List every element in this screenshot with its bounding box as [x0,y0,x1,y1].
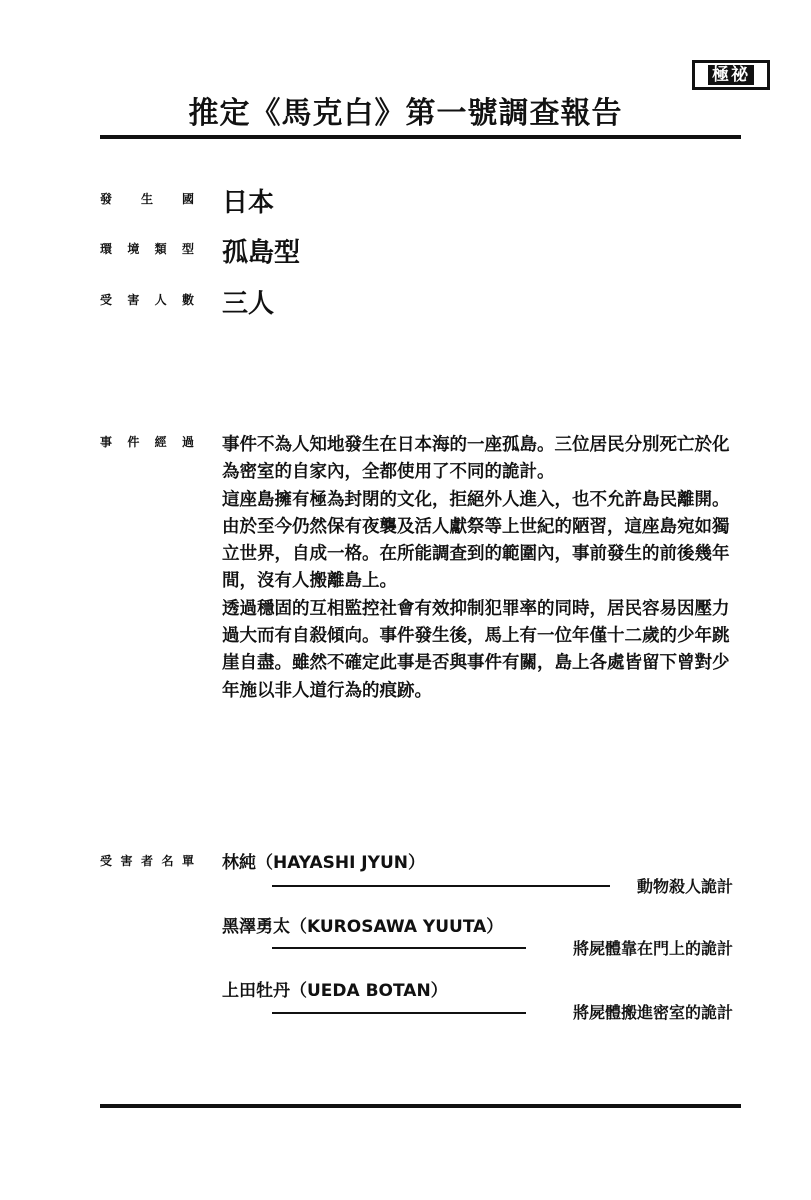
incident-label: 事 件 經 過 [100,435,194,449]
victim-name: 上田牡丹（UEDA BOTAN） [222,981,448,1001]
victim-name: 林純（HAYASHI JYUN） [222,853,425,873]
country-label: 發 生 國 [100,192,194,206]
victim-trick: 將屍體靠在門上的詭計 [572,939,733,958]
incident-paragraph: 透過穩固的互相監控社會有效抑制犯罪率的同時，居民容易因壓力過大而有自殺傾向。事件發生後，馬上有一位年僅十二歲的少年跳崖自盡。雖然不確定此事是否與事件有關，島上各處皆留下曾對少年施以非人道行為的痕跡。 [222,598,730,701]
report-title: 推定《馬克白》第一號調查報告 [188,96,623,131]
leader-line [272,885,610,887]
incident-description [222,432,742,705]
bottom-divider [100,1104,741,1108]
country-value: 日本 [222,188,275,218]
leader-line [272,947,526,949]
incident-paragraph: 這座島擁有極為封閉的文化，拒絕外人進入，也不允許島民離開。由於至今仍然保有夜襲及活人獻祭等上世紀的陋習，這座島宛如獨立世界，自成一格。在所能調查到的範圍內，事前發生的前後幾年間，沒有人搬離島上。 [222,489,730,592]
victim-trick: 將屍體搬進密室的詭計 [572,1003,733,1022]
victim-count-value: 三人 [222,289,275,319]
victim-name: 黑澤勇太（KUROSAWA YUUTA） [222,917,504,937]
leader-line [272,1012,526,1014]
top-secret-stamp [692,60,770,90]
victim-list-label: 受 害 者 名 單 [100,854,194,868]
victim-count-label: 受 害 人 數 [100,293,194,307]
victim-trick: 動物殺人詭計 [636,877,733,896]
stamp-text: 極祕 [708,65,754,85]
environment-type-value: 孤島型 [222,238,301,268]
incident-paragraph: 事件不為人知地發生在日本海的一座孤島。三位居民分別死亡於化為密室的自家內，全都使用了不同的詭計。 [222,435,730,483]
top-divider [100,135,741,139]
environment-type-label: 環 境 類 型 [100,242,194,256]
